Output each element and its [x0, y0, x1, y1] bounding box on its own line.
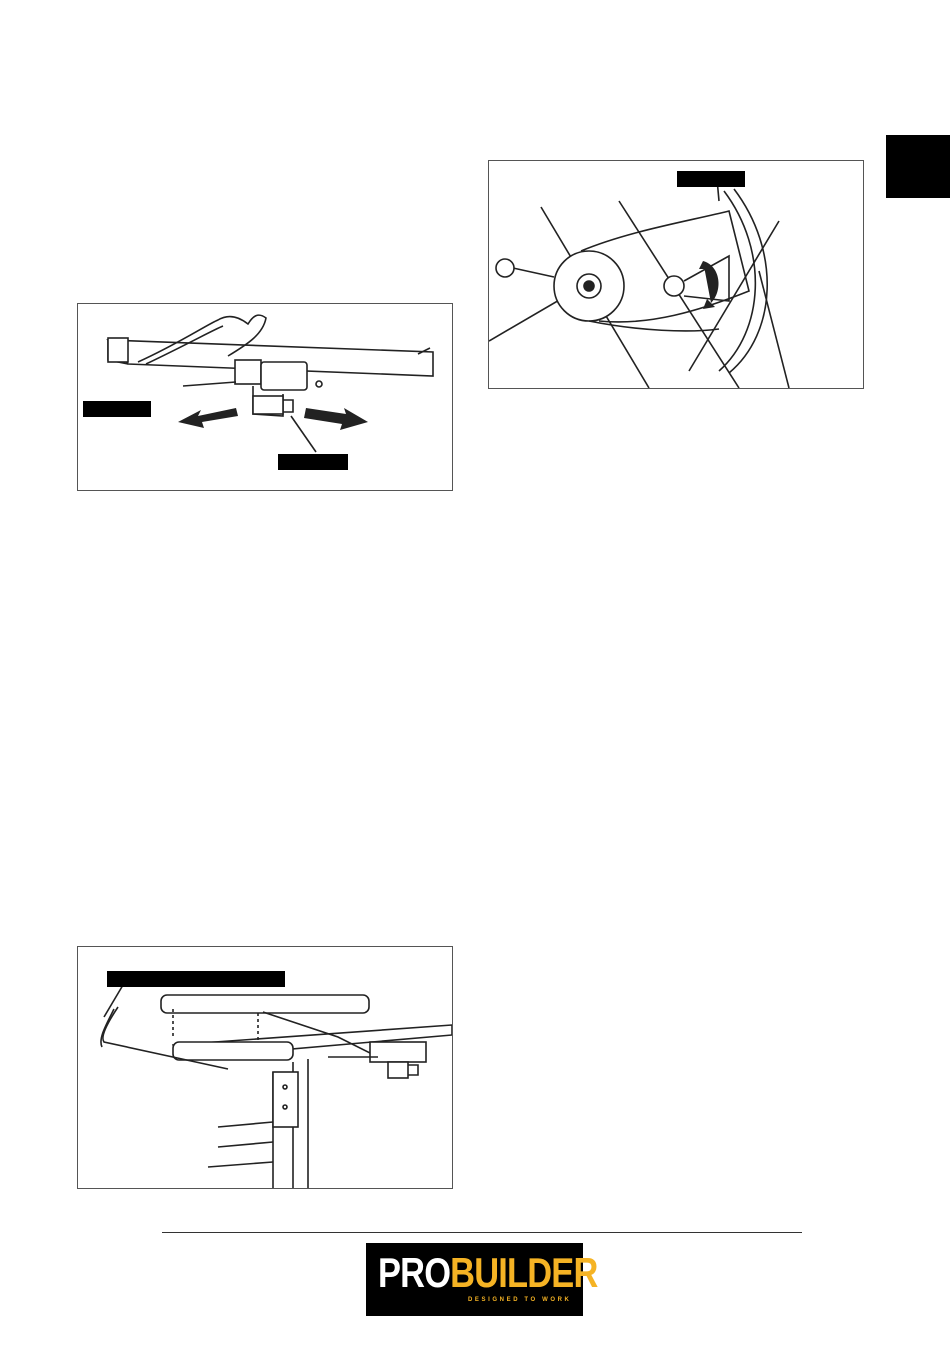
logo-wordmark [378, 1249, 598, 1297]
logo-brand-part1: PRO [378, 1249, 451, 1296]
label-box-top [677, 171, 745, 187]
extension-table-figure [77, 946, 453, 1189]
logo-brand-part2: BUILDER [450, 1249, 598, 1296]
label-box-right [278, 454, 348, 470]
tilt-lever-figure [488, 160, 864, 389]
footer-divider [162, 1232, 802, 1233]
section-tab [886, 135, 950, 198]
label-box-long [107, 971, 285, 987]
tilt-handwheel-illustration-icon [489, 161, 863, 388]
logo-tagline: DESIGNED TO WORK [468, 1297, 572, 1303]
rail-clamp-illustration-icon [78, 304, 452, 490]
probuilder-logo [366, 1243, 598, 1316]
rail-clamp-figure [77, 303, 453, 491]
label-box-left [83, 401, 151, 417]
